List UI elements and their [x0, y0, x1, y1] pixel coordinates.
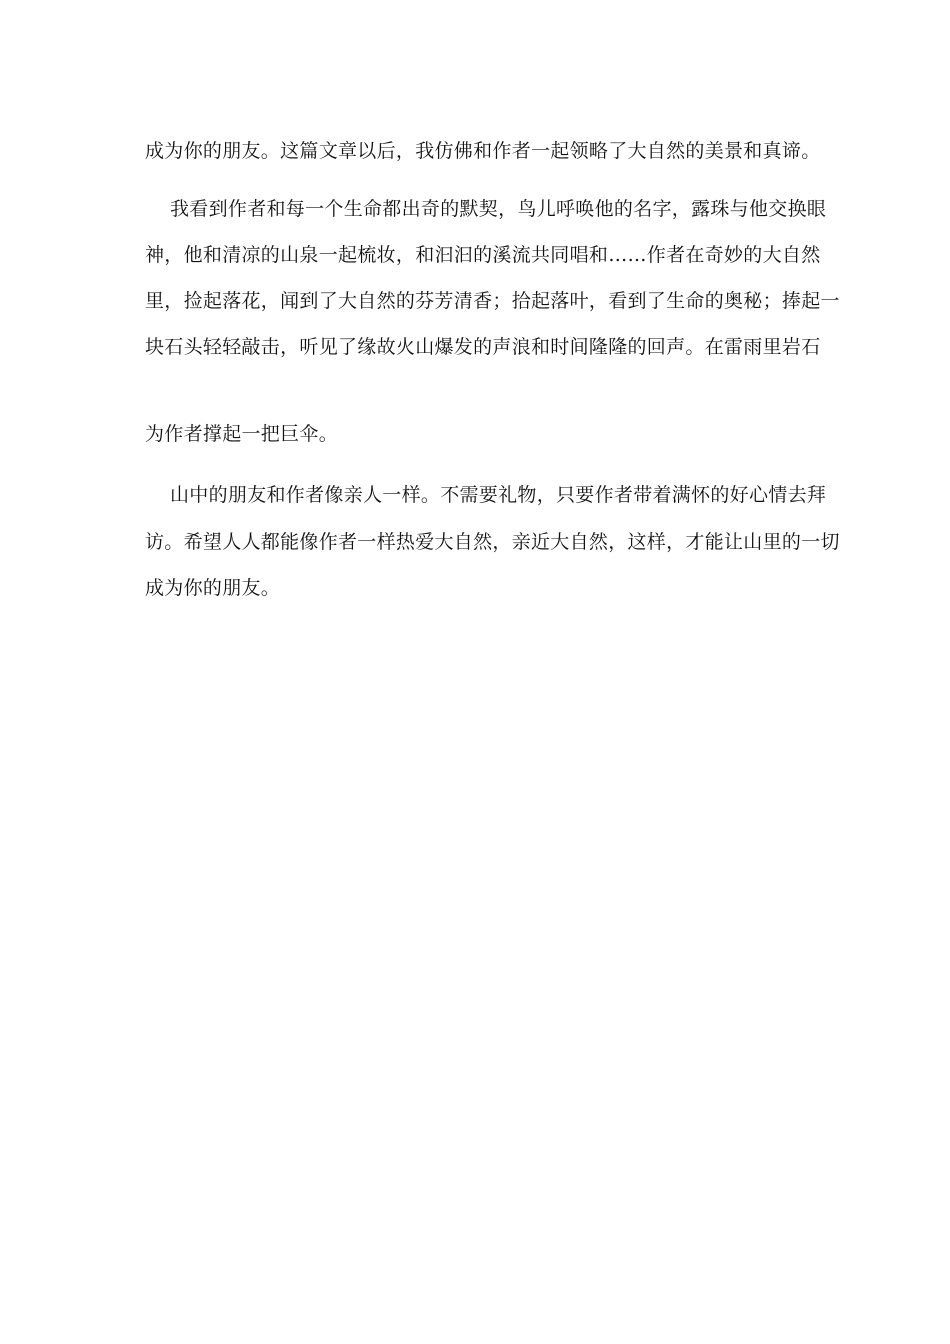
- paragraph-line-3: 神，他和清凉的山泉一起梳妆，和汩汩的溪流共同唱和……作者在奇妙的大自然: [145, 244, 821, 266]
- paragraph-line-8: 山中的朋友和作者像亲人一样。不需要礼物，只要作者带着满怀的好心情去拜: [170, 484, 827, 506]
- paragraph-line-10: 成为你的朋友。: [145, 577, 281, 599]
- paragraph-line-1: 成为你的朋友。这篇文章以后，我仿佛和作者一起领略了大自然的美景和真谛。: [145, 140, 821, 162]
- paragraph-line-7: 为作者撑起一把巨伞。: [145, 423, 339, 445]
- paragraph-line-4: 里，捡起落花，闻到了大自然的芬芳清香；拾起落叶，看到了生命的奥秘；捧起一: [145, 290, 840, 312]
- paragraph-line-9: 访。希望人人都能像作者一样热爱大自然，亲近大自然，这样，才能让山里的一切: [145, 531, 840, 553]
- paragraph-line-2: 我看到作者和每一个生命都出奇的默契，鸟儿呼唤他的名字，露珠与他交换眼: [170, 198, 827, 220]
- paragraph-line-5: 块石头轻轻敲击，听见了缘故火山爆发的声浪和时间隆隆的回声。在雷雨里岩石: [145, 336, 821, 358]
